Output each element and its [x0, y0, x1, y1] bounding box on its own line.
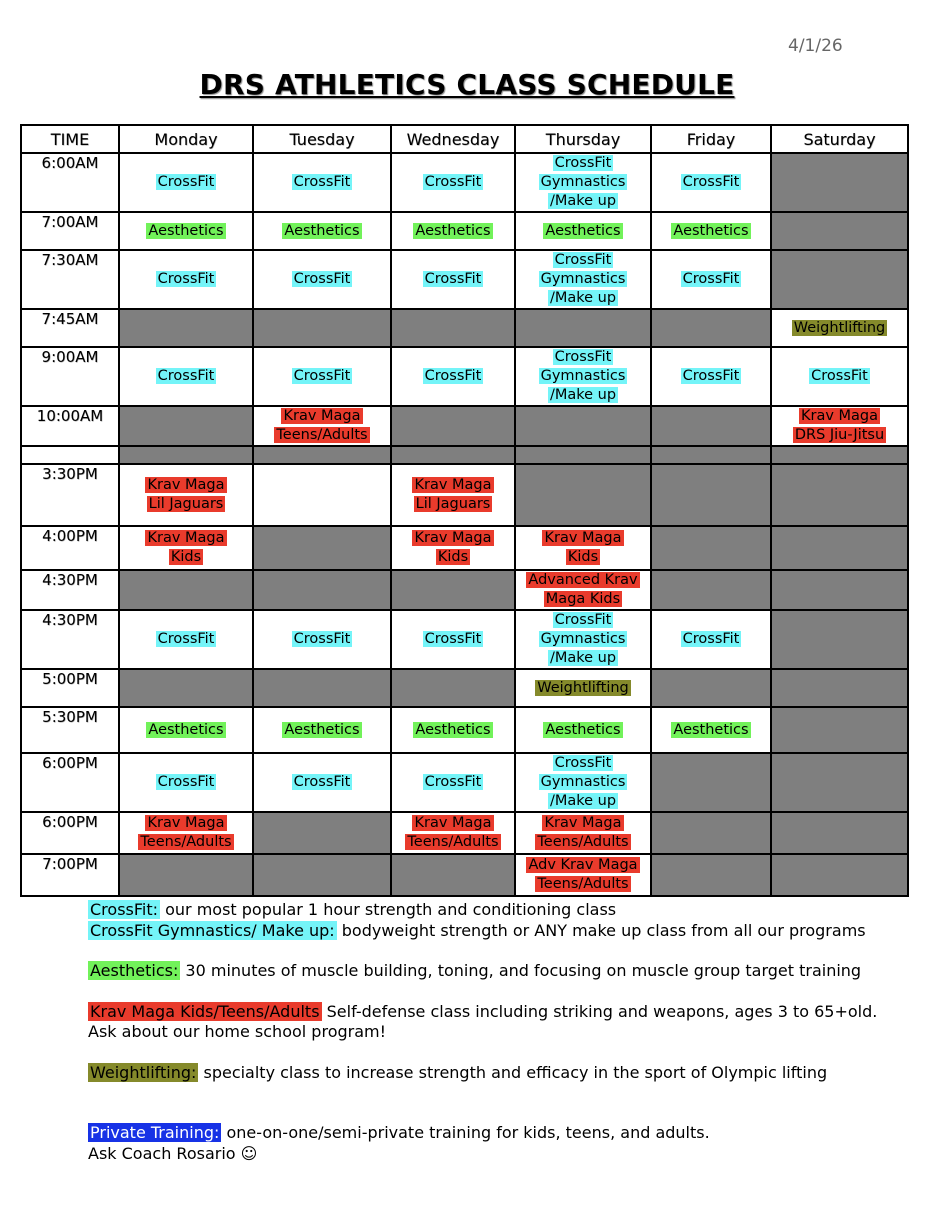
class-label: /Make up — [549, 387, 617, 403]
legend — [88, 900, 878, 1164]
class-cell-thursday — [515, 153, 651, 212]
class-cell-wednesday — [391, 812, 515, 854]
class-label: Teens/Adults — [140, 834, 232, 850]
class-label: CrossFit — [157, 631, 215, 647]
class-cell-friday — [651, 212, 771, 250]
class-cell-wednesday — [391, 610, 515, 669]
class-label: Gymnastics — [540, 631, 626, 647]
class-cell-wednesday — [391, 153, 515, 212]
class-label: Krav Maga — [147, 815, 225, 831]
schedule-row — [21, 309, 908, 347]
legend-gymnastics — [88, 921, 878, 942]
class-cell-friday — [651, 153, 771, 212]
no-class-cell-thursday — [515, 406, 651, 446]
class-label: CrossFit — [293, 271, 351, 287]
no-class-cell-saturday — [771, 526, 908, 570]
no-class-cell-saturday — [771, 669, 908, 707]
class-label: Maga Kids — [545, 591, 621, 607]
time-cell: 7:45AM — [21, 309, 119, 347]
no-class-cell-saturday — [771, 610, 908, 669]
class-cell-friday — [651, 250, 771, 309]
no-class-cell-friday — [651, 669, 771, 707]
class-cell-wednesday — [391, 347, 515, 406]
legend-gymnastics-text: bodyweight strength or ANY make up class from all our programs — [336, 920, 866, 940]
col-header-thursday: Thursday — [515, 125, 651, 153]
time-cell — [21, 446, 119, 464]
no-class-cell-thursday — [515, 464, 651, 526]
no-class-cell-tuesday — [253, 446, 391, 464]
class-label: Krav Maga — [147, 477, 225, 493]
class-cell-tuesday — [253, 153, 391, 212]
class-label: Aesthetics — [415, 222, 491, 239]
class-cell-thursday — [515, 610, 651, 669]
class-cell-thursday — [515, 854, 651, 896]
time-cell: 3:30PM — [21, 464, 119, 526]
class-label: Aesthetics — [284, 222, 360, 239]
class-label: DRS Jiu-Jitsu — [794, 427, 885, 443]
class-cell-thursday — [515, 570, 651, 610]
schedule-row — [21, 347, 908, 406]
class-label: CrossFit — [424, 631, 482, 647]
time-cell: 9:00AM — [21, 347, 119, 406]
no-class-cell-friday — [651, 570, 771, 610]
class-label: CrossFit — [554, 349, 612, 365]
no-class-cell-monday — [119, 406, 253, 446]
class-cell-thursday — [515, 250, 651, 309]
legend-krav — [88, 1002, 878, 1043]
time-cell: 6:00PM — [21, 753, 119, 812]
class-cell-monday — [119, 464, 253, 526]
time-cell: 7:30AM — [21, 250, 119, 309]
schedule-row — [21, 250, 908, 309]
no-class-cell-tuesday — [253, 812, 391, 854]
class-cell-wednesday — [391, 753, 515, 812]
class-label: Lil Jaguars — [415, 496, 491, 512]
class-label: CrossFit — [424, 174, 482, 190]
time-cell: 6:00AM — [21, 153, 119, 212]
class-label: Kids — [437, 549, 469, 565]
legend-krav-label: Krav Maga Kids/Teens/Adults — [90, 1001, 320, 1021]
legend-private — [88, 1123, 878, 1144]
class-cell-saturday — [771, 347, 908, 406]
class-cell-tuesday — [253, 610, 391, 669]
no-class-cell-tuesday — [253, 309, 391, 347]
class-label: CrossFit — [811, 368, 868, 384]
class-cell-friday — [651, 707, 771, 753]
header-row — [21, 125, 908, 153]
class-cell-saturday — [771, 406, 908, 446]
class-cell-wednesday — [391, 526, 515, 570]
class-label: Aesthetics — [284, 721, 360, 738]
no-class-cell-saturday — [771, 570, 908, 610]
no-class-cell-friday — [651, 854, 771, 896]
no-class-cell-monday — [119, 854, 253, 896]
col-header-friday: Friday — [651, 125, 771, 153]
legend-aesthetics-label: Aesthetics: — [90, 961, 179, 980]
class-cell-tuesday — [253, 347, 391, 406]
no-class-cell-monday — [119, 669, 253, 707]
class-cell-wednesday — [391, 212, 515, 250]
class-label: Weightlifting — [793, 319, 886, 336]
class-label: CrossFit — [293, 631, 351, 647]
time-cell: 5:30PM — [21, 707, 119, 753]
class-label: Adv Krav Maga — [528, 857, 638, 873]
class-label: CrossFit — [293, 174, 351, 190]
no-class-cell-tuesday — [253, 570, 391, 610]
class-label: CrossFit — [554, 155, 612, 171]
class-label: CrossFit — [682, 174, 740, 190]
class-cell-wednesday — [391, 464, 515, 526]
class-label: CrossFit — [682, 631, 740, 647]
schedule-row — [21, 406, 908, 446]
class-label: Krav Maga — [414, 530, 492, 546]
legend-krav-text: Self-defense class including striking and weapons, ages 3 to 65+old. Ask about our home school program! — [88, 1001, 878, 1041]
class-cell-monday — [119, 812, 253, 854]
legend-weightlifting — [88, 1063, 878, 1084]
no-class-cell-wednesday — [391, 669, 515, 707]
class-cell-monday — [119, 526, 253, 570]
class-cell-tuesday — [253, 406, 391, 446]
schedule-row — [21, 464, 908, 526]
no-class-cell-wednesday — [391, 309, 515, 347]
time-cell: 4:30PM — [21, 570, 119, 610]
schedule-body — [21, 153, 908, 896]
no-class-cell-monday — [119, 446, 253, 464]
class-label: CrossFit — [554, 755, 612, 771]
class-label: Kids — [170, 549, 202, 565]
no-class-cell-thursday — [515, 309, 651, 347]
schedule-row — [21, 753, 908, 812]
class-cell-monday — [119, 610, 253, 669]
class-label: CrossFit — [682, 271, 740, 287]
class-cell-thursday — [515, 753, 651, 812]
schedule-row — [21, 526, 908, 570]
no-class-cell-friday — [651, 406, 771, 446]
no-class-cell-friday — [651, 812, 771, 854]
class-label: CrossFit — [554, 252, 612, 268]
legend-private-text: one-on-one/semi-private training for kids, teens, and adults. — [221, 1123, 710, 1142]
class-label: Aesthetics — [673, 721, 749, 738]
class-label: CrossFit — [293, 368, 351, 384]
class-label: Krav Maga — [544, 530, 622, 546]
class-label: Aesthetics — [148, 721, 224, 738]
class-cell-tuesday — [253, 753, 391, 812]
schedule-row — [21, 153, 908, 212]
time-cell: 4:00PM — [21, 526, 119, 570]
no-class-cell-tuesday — [253, 526, 391, 570]
class-label: Kids — [567, 549, 599, 565]
class-cell-thursday — [515, 526, 651, 570]
schedule-row — [21, 610, 908, 669]
schedule-date: 4/1/26 — [788, 36, 843, 56]
class-label: CrossFit — [424, 271, 482, 287]
class-label: Krav Maga — [414, 815, 492, 831]
class-label: Teens/Adults — [537, 834, 629, 850]
no-class-cell-friday — [651, 526, 771, 570]
legend-aesthetics — [88, 961, 878, 982]
class-cell-tuesday — [253, 250, 391, 309]
class-label: CrossFit — [157, 774, 215, 790]
no-class-cell-saturday — [771, 153, 908, 212]
class-label: /Make up — [549, 650, 617, 666]
class-label: Gymnastics — [540, 271, 626, 287]
class-cell-monday — [119, 707, 253, 753]
class-label: Aesthetics — [415, 721, 491, 738]
time-cell: 7:00PM — [21, 854, 119, 896]
class-label: Krav Maga — [414, 477, 492, 493]
class-label: Krav Maga — [147, 530, 225, 546]
class-cell-tuesday — [253, 212, 391, 250]
col-header-tuesday: Tuesday — [253, 125, 391, 153]
no-class-cell-saturday — [771, 812, 908, 854]
class-label: Aesthetics — [545, 721, 621, 738]
class-cell-wednesday — [391, 707, 515, 753]
class-label: Gymnastics — [540, 774, 626, 790]
schedule-row — [21, 669, 908, 707]
legend-crossfit-label: CrossFit: — [90, 900, 159, 919]
class-label: CrossFit — [682, 368, 740, 384]
class-cell-friday — [651, 610, 771, 669]
col-header-saturday: Saturday — [771, 125, 908, 153]
page-title: DRS ATHLETICS CLASS SCHEDULE — [199, 68, 735, 101]
class-cell-monday — [119, 250, 253, 309]
class-cell-wednesday — [391, 250, 515, 309]
class-label: CrossFit — [554, 612, 612, 628]
no-class-cell-wednesday — [391, 854, 515, 896]
class-label: Gymnastics — [540, 368, 626, 384]
class-label: Lil Jaguars — [148, 496, 224, 512]
class-cell-thursday — [515, 812, 651, 854]
no-class-cell-wednesday — [391, 446, 515, 464]
class-label: Advanced Krav — [528, 572, 638, 588]
legend-gymnastics-label: CrossFit Gymnastics/ Make up: — [90, 920, 335, 940]
class-label: CrossFit — [424, 368, 482, 384]
class-cell-monday — [119, 153, 253, 212]
no-class-cell-saturday — [771, 464, 908, 526]
no-class-cell-monday — [119, 309, 253, 347]
schedule-table — [20, 124, 909, 897]
class-label: Teens/Adults — [407, 834, 499, 850]
legend-aesthetics-text: 30 minutes of muscle building, toning, and focusing on muscle group target training — [180, 961, 862, 980]
col-header-wednesday: Wednesday — [391, 125, 515, 153]
class-label: /Make up — [549, 793, 617, 809]
no-class-cell-tuesday — [253, 854, 391, 896]
no-class-cell-monday — [119, 570, 253, 610]
col-header-monday: Monday — [119, 125, 253, 153]
legend-weightlifting-text: specialty class to increase strength and efficacy in the sport of Olympic lifting — [198, 1062, 828, 1082]
time-cell: 6:00PM — [21, 812, 119, 854]
class-label: CrossFit — [157, 368, 215, 384]
class-cell-monday — [119, 753, 253, 812]
legend-crossfit-text: our most popular 1 hour strength and conditioning class — [160, 900, 617, 919]
class-cell-monday — [119, 212, 253, 250]
no-class-cell-saturday — [771, 753, 908, 812]
col-header-time: TIME — [21, 125, 119, 153]
class-label: Krav Maga — [800, 408, 879, 424]
no-class-cell-friday — [651, 309, 771, 347]
schedule-row — [21, 212, 908, 250]
no-class-cell-saturday — [771, 707, 908, 753]
time-cell: 7:00AM — [21, 212, 119, 250]
no-class-cell-saturday — [771, 854, 908, 896]
class-cell-monday — [119, 347, 253, 406]
class-label: Krav Maga — [544, 815, 622, 831]
time-cell: 10:00AM — [21, 406, 119, 446]
time-cell: 4:30PM — [21, 610, 119, 669]
class-label: CrossFit — [157, 174, 215, 190]
no-class-cell-friday — [651, 446, 771, 464]
class-cell-thursday — [515, 347, 651, 406]
class-label: Aesthetics — [545, 222, 621, 239]
class-label: CrossFit — [424, 774, 482, 790]
class-label: Gymnastics — [540, 174, 626, 190]
schedule-row — [21, 707, 908, 753]
schedule-row — [21, 570, 908, 610]
class-cell-saturday — [771, 309, 908, 347]
schedule-row — [21, 854, 908, 896]
no-class-cell-tuesday — [253, 669, 391, 707]
time-cell: 5:00PM — [21, 669, 119, 707]
class-cell-tuesday — [253, 707, 391, 753]
class-label: Teens/Adults — [276, 427, 368, 443]
class-label: /Make up — [549, 290, 617, 306]
class-label: CrossFit — [293, 774, 351, 790]
legend-private-label: Private Training: — [90, 1123, 220, 1142]
class-cell-thursday — [515, 212, 651, 250]
class-label: /Make up — [549, 193, 617, 209]
legend-weightlifting-label: Weightlifting: — [90, 1062, 197, 1082]
no-class-cell-friday — [651, 753, 771, 812]
class-label: Weightlifting — [537, 679, 629, 696]
class-label: Teens/Adults — [537, 876, 629, 892]
no-class-cell-saturday — [771, 446, 908, 464]
class-label: CrossFit — [157, 271, 215, 287]
class-cell-thursday — [515, 669, 651, 707]
no-class-cell-saturday — [771, 250, 908, 309]
no-class-cell-saturday — [771, 212, 908, 250]
schedule-row — [21, 446, 908, 464]
empty-cell-tuesday — [253, 464, 391, 526]
no-class-cell-friday — [651, 464, 771, 526]
no-class-cell-wednesday — [391, 570, 515, 610]
no-class-cell-wednesday — [391, 406, 515, 446]
class-cell-thursday — [515, 707, 651, 753]
class-label: Aesthetics — [673, 222, 749, 239]
no-class-cell-thursday — [515, 446, 651, 464]
class-label: Krav Maga — [283, 408, 361, 424]
class-cell-friday — [651, 347, 771, 406]
legend-coach: Ask Coach Rosario ☺ — [88, 1143, 258, 1163]
legend-crossfit — [88, 900, 878, 921]
class-label: Aesthetics — [148, 222, 224, 239]
schedule-row — [21, 812, 908, 854]
